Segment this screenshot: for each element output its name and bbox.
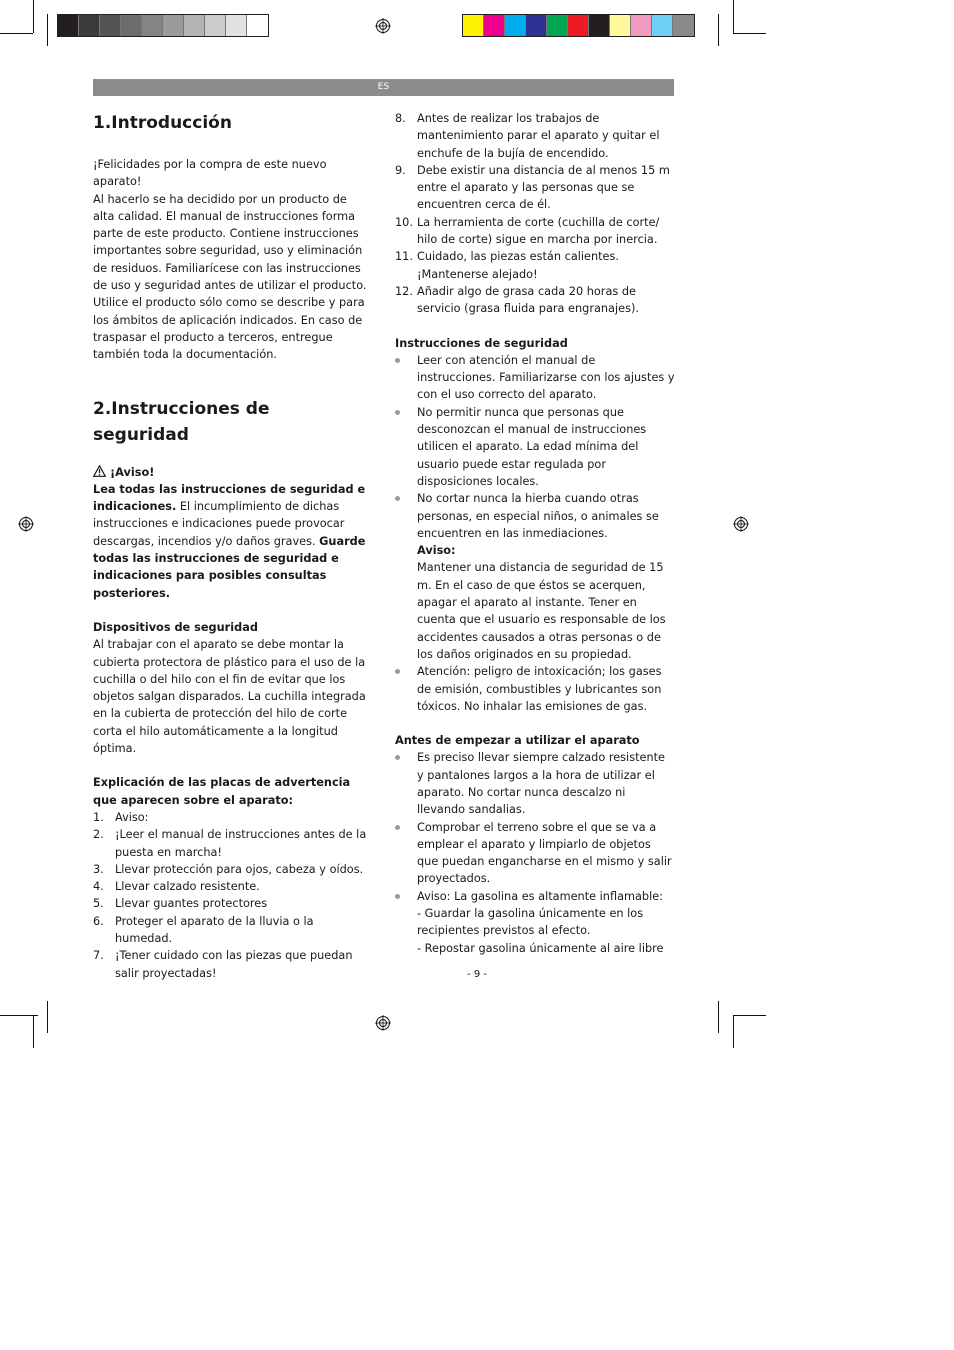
registration-mark-icon: [18, 516, 34, 532]
color-swatch: [526, 15, 547, 36]
color-swatch: [631, 15, 652, 36]
left-column: [93, 110, 369, 982]
list-item: No permitir nunca que personas que desconozcan el manual de instrucciones utilicen el aparato. La edad mínima del usuario puede estar regulada por disposiciones locales.: [395, 404, 675, 490]
list-item: [395, 110, 675, 162]
list-item: No cortar nunca la hierba cuando otras personas, en especial niños, o animales se encuentren en las inmediaciones. Aviso: Mantener una distancia de seguridad de 15 m. En el caso de que éstos se acerquen, apagar el aparato al instante. Tener en cuenta que el usuario es responsable de los accidentes causados a otras personas o de los daños originados en su propiedad.: [395, 490, 675, 663]
aviso-label: Aviso:: [417, 544, 456, 558]
language-header-band: [93, 79, 674, 96]
subheading-devices: Dispositivos de seguridad: [93, 620, 258, 634]
bullet-icon: [395, 669, 400, 674]
color-swatch: [547, 15, 568, 36]
color-swatch: [505, 15, 526, 36]
list-text: Antes de realizar los trabajos de mantenimiento parar el aparato y quitar el enchufe de la bujía de encendido.: [417, 112, 660, 160]
section-number: 1.: [93, 113, 112, 133]
subheading-plates: Explicación de las placas de advertencia que aparecen sobre el aparato:: [93, 776, 351, 807]
list-text: La herramienta de corte (cuchilla de corte/ hilo de corte) sigue en marcha por inercia.: [417, 215, 660, 247]
color-swatch: [673, 15, 694, 36]
devices-paragraph: Al trabajar con el aparato se debe montar la cubierta protectora de plástico para el uso de la cuchilla o del hilo con el fin de evitar que los objetos salgan disparados. La cuchilla integrada en la cubierta de protección del hilo de corte corta el hilo automáticamente a la longitud óptima.: [93, 638, 366, 756]
crop-mark: [733, 1015, 766, 1016]
list-number: 4.: [93, 880, 104, 894]
color-swatch: [610, 15, 631, 36]
language-code: ES: [377, 82, 390, 92]
warning-text: El incumplimiento de dichas instrucciones e indicaciones puede provocar descargas, incendios y/o daños graves.: [93, 500, 345, 548]
color-swatch: [205, 15, 226, 36]
color-swatch: [463, 15, 484, 36]
list-text: Aviso:: [115, 810, 149, 824]
list-number: 5.: [93, 897, 104, 911]
list-item: [93, 913, 369, 948]
list-text: Proteger el aparato de la lluvia o la humedad.: [115, 914, 314, 945]
color-swatch: [247, 15, 268, 36]
color-swatch: [589, 15, 610, 36]
bullet-icon: [395, 410, 400, 415]
list-item: [395, 214, 675, 249]
list-text: ¡Leer el manual de instrucciones antes de la puesta en marcha!: [115, 828, 367, 859]
crop-mark: [33, 0, 34, 33]
list-item: [395, 248, 675, 283]
list-number: 1.: [93, 810, 104, 824]
sub-line: - Guardar la gasolina únicamente en los recipientes previstos al efecto.: [417, 907, 644, 938]
list-number: 2.: [93, 828, 104, 842]
section-number: 2.: [93, 398, 112, 419]
bullet-icon: [395, 358, 400, 363]
subheading-before-use: Antes de empezar a utilizar el aparato: [395, 734, 640, 748]
section-heading-intro: [93, 110, 369, 136]
list-text: ¡Tener cuidado con las piezas que puedan salir proyectadas!: [115, 949, 353, 980]
intro-paragraph: Al hacerlo se ha decidido por un producto de alta calidad. El manual de instrucciones forma parte de este producto. Contiene instrucciones importantes sobre seguridad, uso y eliminación de residuos. Familiarícese con las instrucciones de uso y seguridad antes de utilizar el producto. Utilice el producto sólo como se describe y para los ámbitos de aplicación indicados. En caso de traspasar el producto a terceros, entregue también toda la documentación.: [93, 192, 367, 362]
list-number: 9.: [395, 163, 406, 177]
sub-line: - Repostar gasolina únicamente al aire libre: [417, 941, 664, 955]
bullet-icon: [395, 496, 400, 501]
color-swatch: [58, 15, 79, 36]
list-text: Llevar protección para ojos, cabeza y oídos.: [115, 862, 364, 876]
color-swatch: [184, 15, 205, 36]
warning-label: ¡Aviso!: [110, 465, 155, 479]
crop-mark: [33, 1015, 34, 1048]
list-item: [93, 826, 369, 861]
list-item: Aviso: La gasolina es altamente inflamable: - Guardar la gasolina únicamente en los recipientes previstos al efecto. - Repostar gasolina únicamente al aire libre: [395, 888, 675, 957]
list-item: [395, 283, 675, 318]
warning-plates-list-continued: [395, 110, 675, 318]
crop-mark: [733, 0, 734, 33]
crop-mark: [733, 1015, 734, 1048]
list-item: [395, 162, 675, 214]
section-heading-safety: [93, 396, 369, 448]
intro-paragraph: ¡Felicidades por la compra de este nuevo aparato!: [93, 158, 327, 189]
list-item: Comprobar el terreno sobre el que se va a emplear el aparato y limpiarlo de objetos que puedan engancharse en el mismo y salir proyectados.: [395, 819, 675, 888]
color-swatch: [163, 15, 184, 36]
list-item: Atención: peligro de intoxicación; los gases de emisión, combustibles y lubricantes son tóxicos. No inhalar las emisiones de gas.: [395, 663, 675, 715]
list-number: 10.: [395, 215, 413, 229]
registration-mark-icon: [375, 18, 391, 34]
warning-bold-text: Lea todas las instrucciones de seguridad e indicaciones.: [93, 482, 366, 514]
list-text: Llevar calzado resistente.: [115, 880, 260, 894]
crop-mark: [47, 1001, 48, 1033]
warning-plates-list: [93, 809, 369, 982]
section-title: Instrucciones de seguridad: [93, 398, 270, 445]
warning-triangle-icon: [93, 465, 106, 477]
warning-block: [93, 464, 369, 602]
color-swatch: [568, 15, 589, 36]
page-number: - 9 -: [467, 969, 487, 980]
list-text: Debe existir una distancia de al menos 15 m entre el aparato y las personas que se encuentren cerca de él.: [417, 163, 670, 212]
color-swatch: [226, 15, 247, 36]
list-text: Llevar guantes protectores: [115, 897, 268, 911]
crop-mark: [718, 1001, 719, 1033]
list-item: [93, 878, 369, 895]
crop-mark: [0, 33, 33, 34]
list-text: Cuidado, las piezas están calientes. ¡Mantenerse alejado!: [417, 250, 619, 281]
aviso-text: Mantener una distancia de seguridad de 15 m. En el caso de que éstos se acerquen, apagar el aparato al instante. Tener en cuenta que el usuario es responsable de los accidentes causados a otras personas o de los daños originados en su propiedad.: [417, 561, 666, 661]
safety-instructions-list: [395, 352, 675, 715]
bullet-icon: [395, 894, 400, 899]
list-number: 3.: [93, 862, 104, 876]
registration-mark-icon: [375, 1015, 391, 1031]
list-item: Leer con atención el manual de instrucciones. Familiarizarse con los ajustes y con el uso correcto del aparato.: [395, 352, 675, 404]
crop-mark: [733, 33, 766, 34]
color-swatch: [121, 15, 142, 36]
list-text: Añadir algo de grasa cada 20 horas de servicio (grasa fluida para engranajes).: [417, 284, 639, 316]
list-item: [93, 895, 369, 912]
list-item: [93, 809, 369, 826]
subheading-instructions: Instrucciones de seguridad: [395, 336, 568, 350]
color-swatch: [484, 15, 505, 36]
color-swatch: [652, 15, 673, 36]
section-title: Introducción: [111, 113, 232, 133]
color-swatch: [100, 15, 121, 36]
bullet-icon: [395, 825, 400, 830]
warning-bold-text: Guarde todas las instrucciones de seguridad e indicaciones para posibles consultas posteriores.: [93, 534, 366, 600]
list-number: 12.: [395, 284, 413, 298]
list-number: 8.: [395, 112, 406, 125]
process-color-bar: [462, 14, 695, 37]
bullet-icon: [395, 755, 400, 760]
crop-mark: [718, 14, 719, 46]
before-use-list: [395, 749, 675, 957]
crop-mark: [47, 14, 48, 46]
list-item: Es preciso llevar siempre calzado resistente y pantalones largos a la hora de utilizar el aparato. No cortar nunca descalzo ni llevando sandalias.: [395, 749, 675, 818]
color-swatch: [142, 15, 163, 36]
list-number: 7.: [93, 949, 104, 963]
list-number: 11.: [395, 250, 413, 264]
color-swatch: [79, 15, 100, 36]
list-number: 6.: [93, 914, 104, 928]
right-column: [395, 110, 675, 957]
registration-mark-icon: [733, 516, 749, 532]
gray-color-bar: [57, 14, 269, 37]
list-item: [93, 861, 369, 878]
